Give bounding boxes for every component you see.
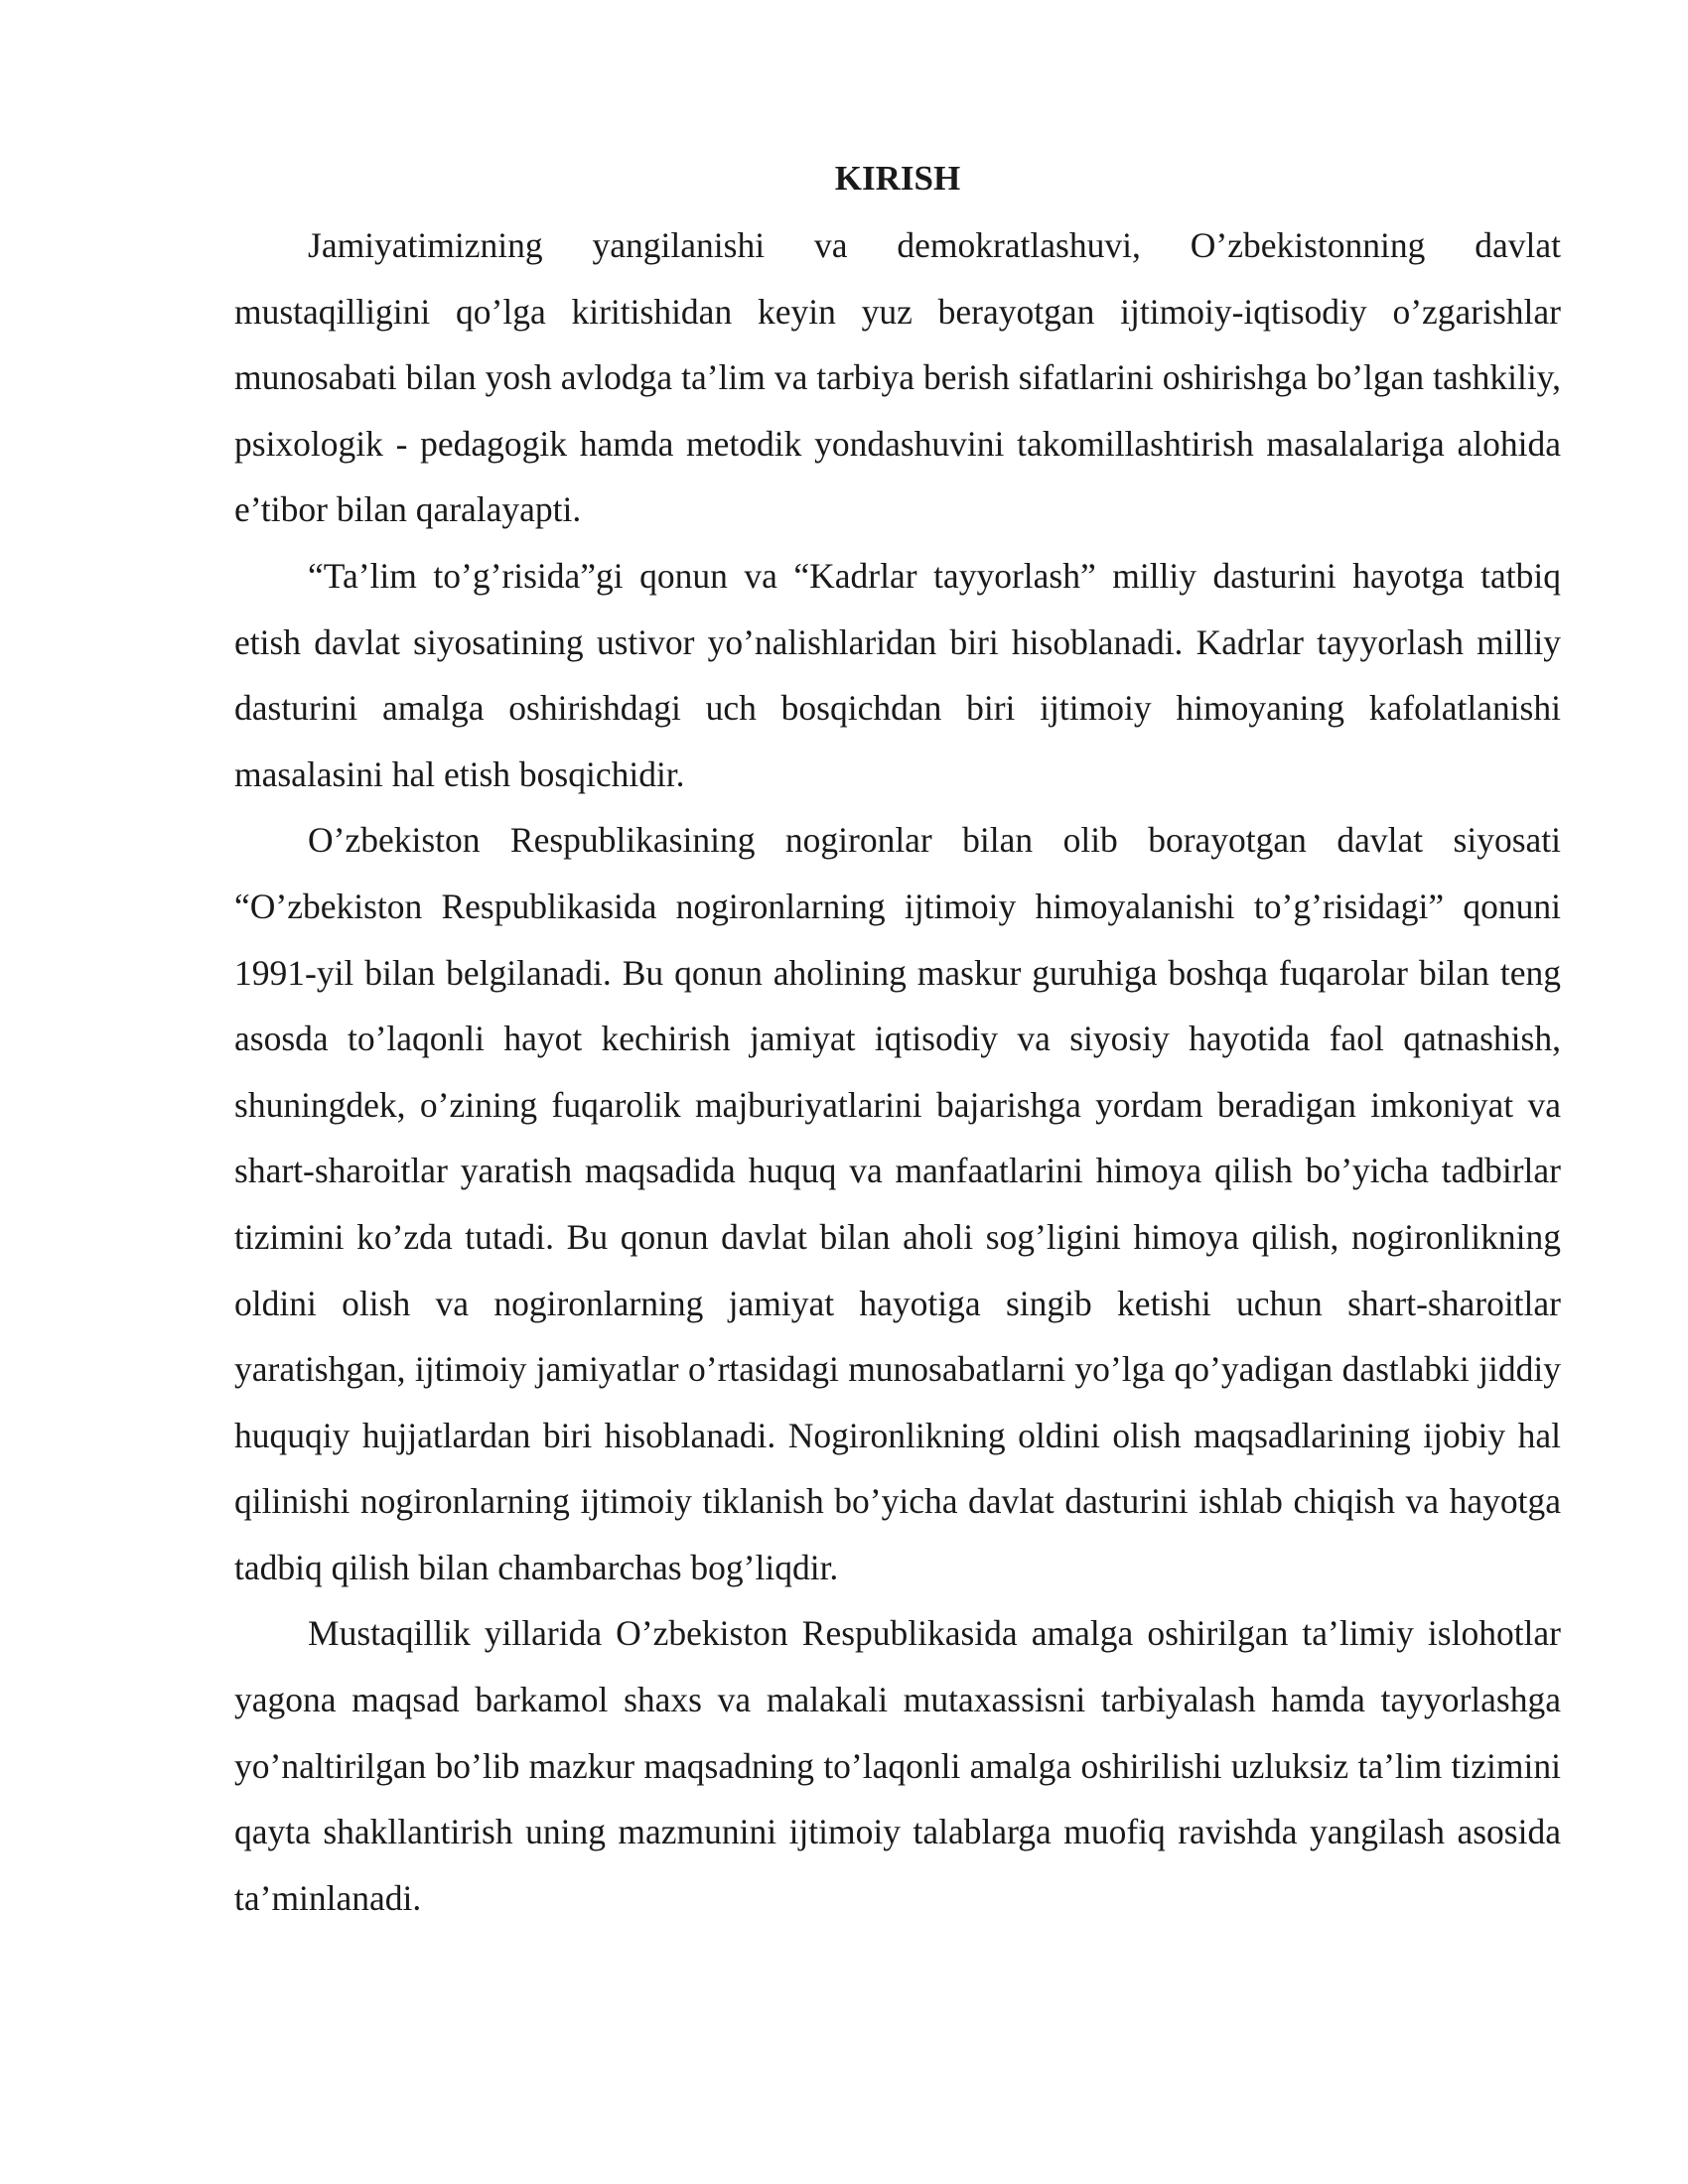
paragraph-4: Mustaqillik yillarida O’zbekiston Respublikasida amalga oshirilgan ta’limiy islohotlar yagona maqsad barkamol shaxs va malakali mutaxassisni tarbiyalash hamda tayyorlashga yo’naltirilgan bo’lib mazkur maqsadning to’laqonli amalga oshirilishi uzluksiz ta’lim tizimini qayta shakllantirish uning mazmunini ijtimoiy talablarga muofiq ravishda yangilash asosida ta’minlanadi. [234, 1613, 1561, 1918]
paragraph-3: O’zbekiston Respublikasining nogironlar bilan olib borayotgan davlat siyosati “O’zbekiston Respublikasida nogironlarning ijtimoiy himoyalanishi to’g’risidagi” qonuni 1991-yil bilan belgilanadi. Bu qonun aholining maskur guruhiga boshqa fuqarolar bilan teng asosda to’laqonli hayot kechirish jamiyat iqtisodiy va siyosiy hayotida faol qatnashish, shuningdek, o’zining fuqarolik majburiyatlarini bajarishga yordam beradigan imkoniyat va shart-sharoitlar yaratish maqsadida huquq va manfaatlarini himoya qilish bo’yicha tadbirlar tizimini ko’zda tutadi. Bu qonun davlat bilan aholi sog’ligini himoya qilish, nogironlikning oldini olish va nogironlarning jamiyat hayotiga singib ketishi uchun shart-sharoitlar yaratishgan, ijtimoiy jamiyatlar o’rtasidagi munosabatlarni yo’lga qo’yadigan dastlabki jiddiy huquqiy hujjatlardan biri hisoblanadi. Nogironlikning oldini olish maqsadlarining ijobiy hal qilinishi nogironlarning ijtimoiy tiklanish bo’yicha davlat dasturini ishlab chiqish va hayotga tadbiq qilish bilan chambarchas bog’liqdir. [234, 820, 1561, 1587]
document-body [234, 157, 1561, 1931]
page-title: KIRISH [834, 159, 961, 198]
paragraph-1: Jamiyatimizning yangilanishi va demokratlashuvi, O’zbekistonning davlat mustaqilligini qo’lga kiritishidan keyin yuz berayotgan ijtimoiy-iqtisodiy o’zgarishlar munosabati bilan yosh avlodga ta’lim va tarbiya berish sifatlarini oshirishga bo’lgan tashkiliy, psixologik - pedagogik hamda metodik yondashuvini takomillashtirish masalalariga alohida e’tibor bilan qaralayapti. [234, 225, 1561, 530]
paragraph-2: “Ta’lim to’g’risida”gi qonun va “Kadrlar tayyorlash” milliy dasturini hayotga tatbiq etish davlat siyosatining ustivor yo’nalishlaridan biri hisoblanadi. Kadrlar tayyorlash milliy dasturini amalga oshirishdagi uch bosqichdan biri ijtimoiy himoyaning kafolatlanishi masalasini hal etish bosqichidir. [234, 555, 1561, 794]
